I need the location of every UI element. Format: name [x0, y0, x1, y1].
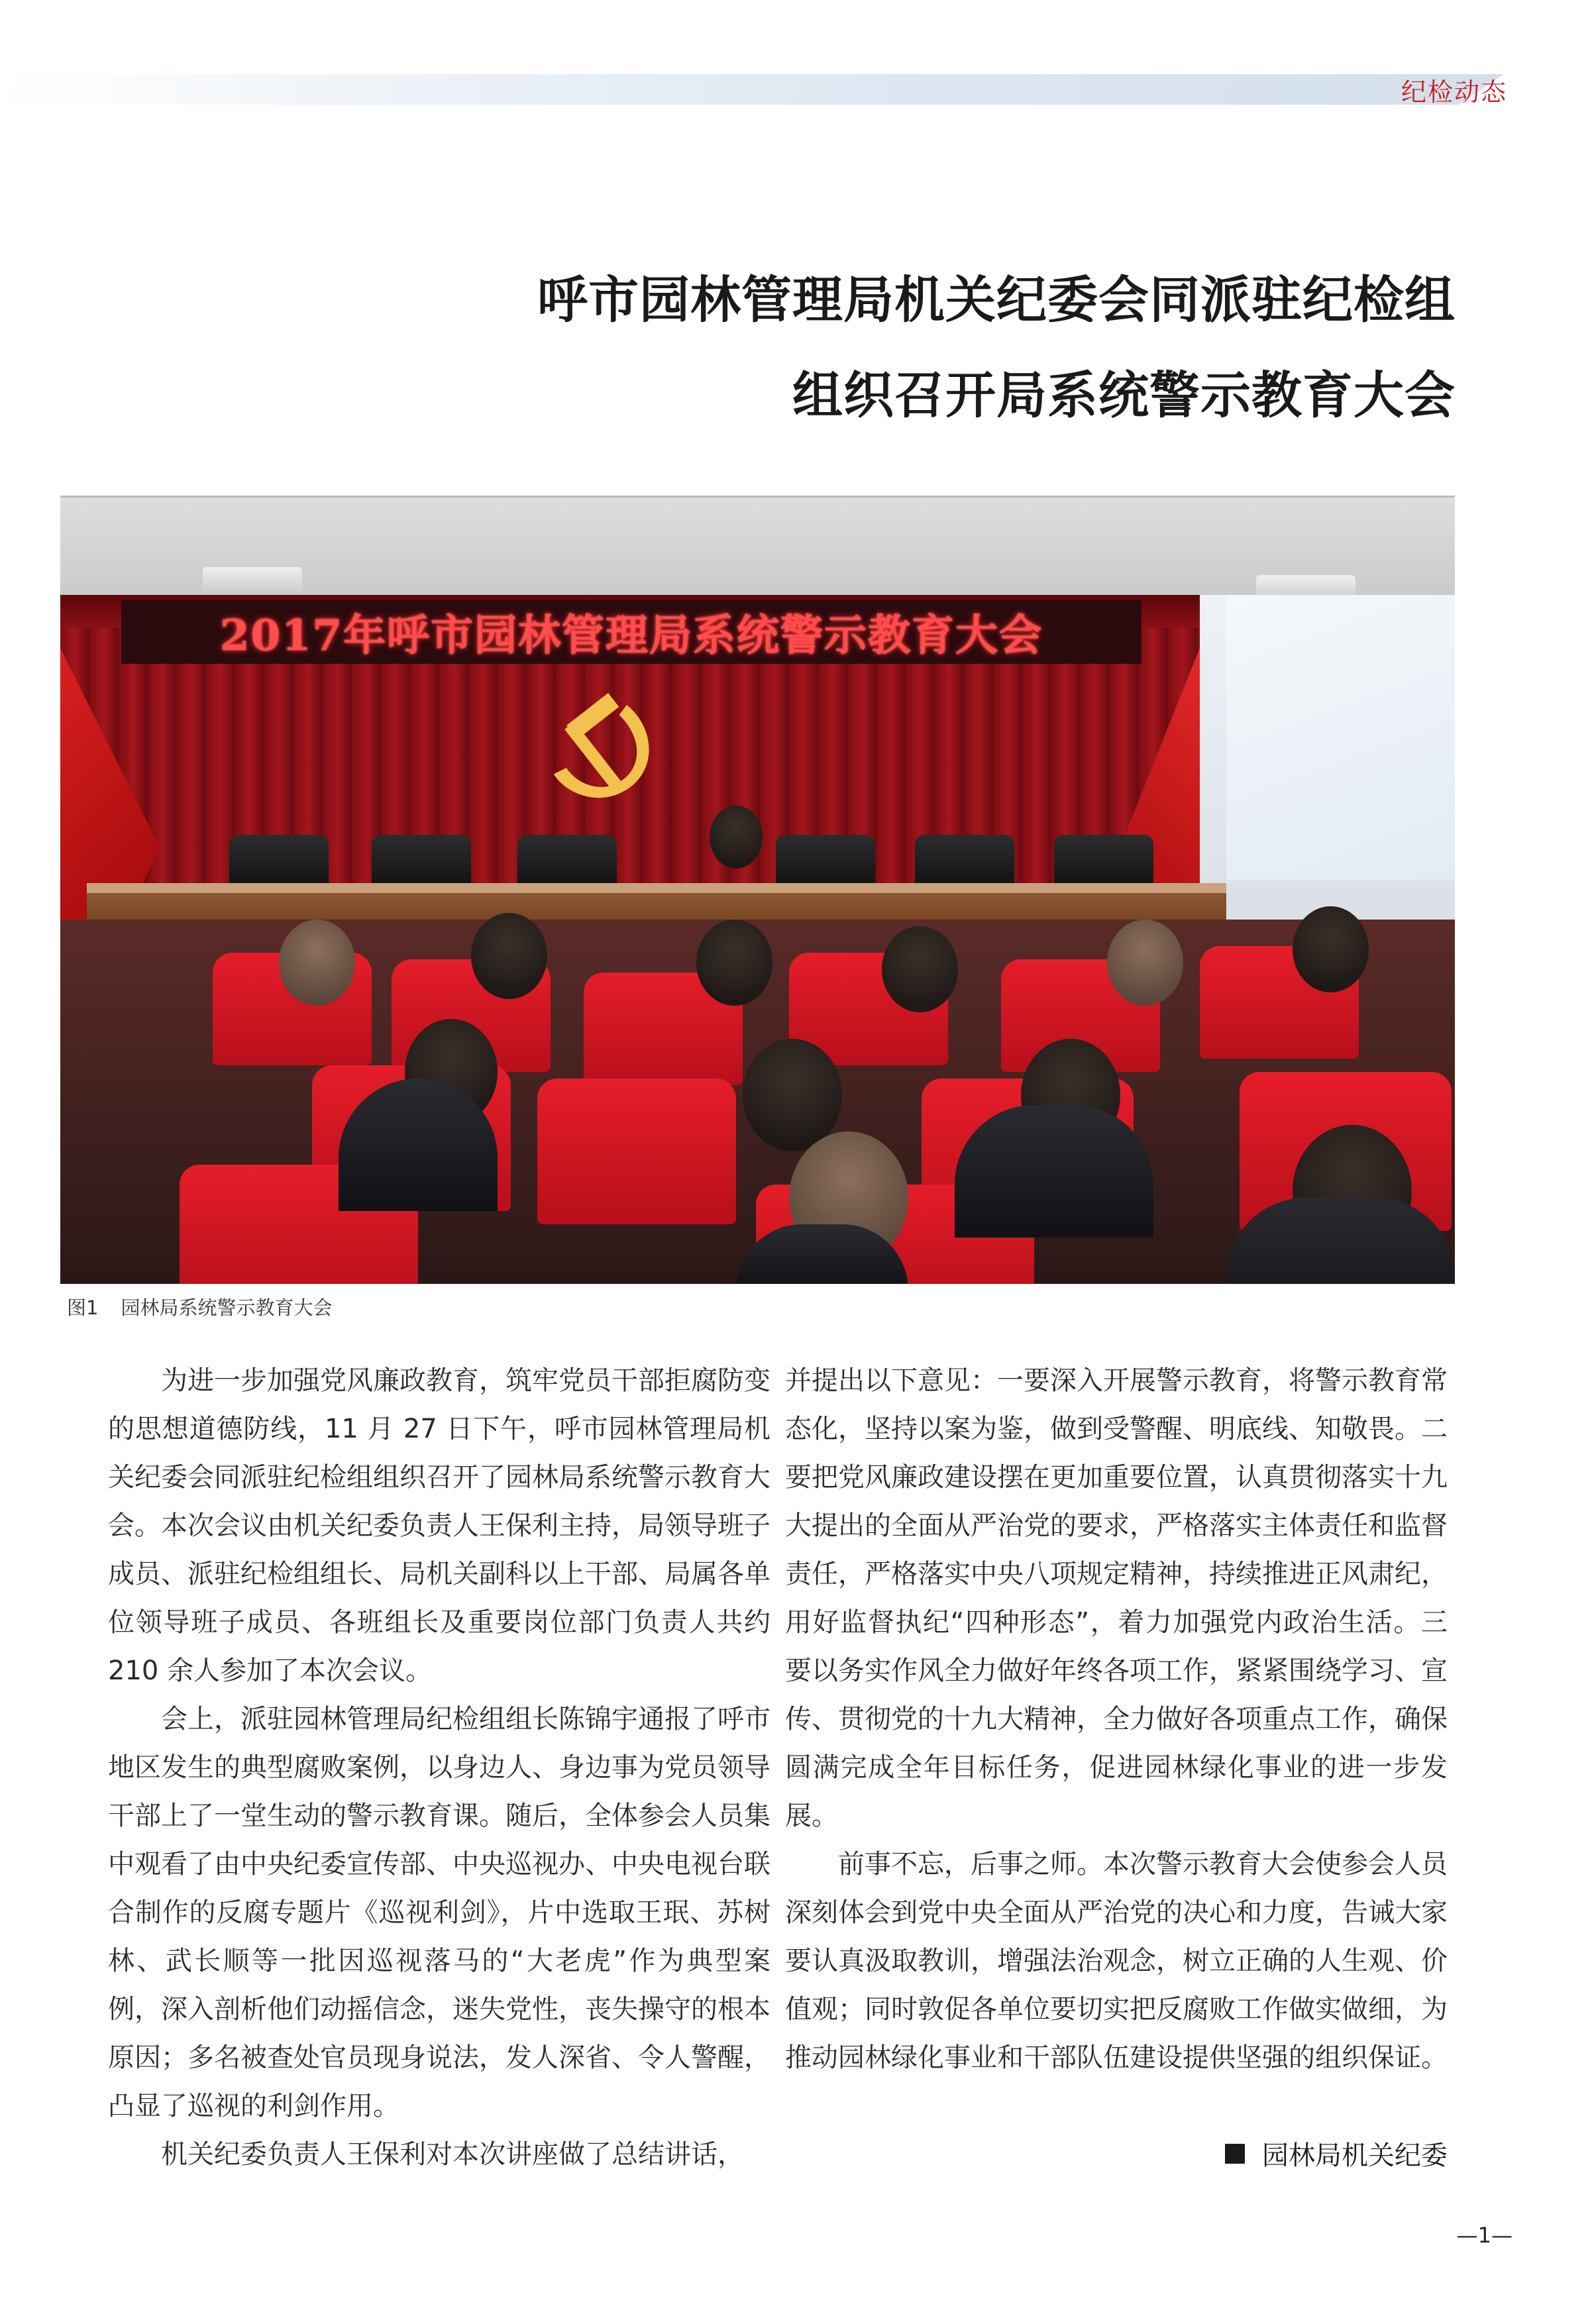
- projection-screen: [1226, 595, 1455, 880]
- stage-chair: [1054, 835, 1153, 888]
- paragraph: 并提出以下意见：一要深入开展警示教育，将警示教育常态化，坚持以案为鉴，做到受警醒、明底线、知敬畏。二要把党风廉政建设摆在更加重要位置，认真贯彻落实十九大提出的全面从严治党的要求，严格落实主体责任和监督责任，严格落实中央八项规定精神，持续推进正风肃纪，用好监督执纪“四种形态”，着力加强党内政治生活。三要以务实作风全力做好年终各项工作，紧紧围绕学习、宣传、贯彻党的十九大精神，全力做好各项重点工作，确保圆满完成全年目标任务，促进园林绿化事业的进一步发展。: [785, 1365, 1448, 1831]
- speaker: [710, 806, 763, 869]
- hammer-sickle-emblem-icon: [539, 680, 664, 806]
- article-title-line-1: 呼市园林管理局机关纪委会同派驻纪检组: [537, 270, 1456, 329]
- meeting-photo: [60, 496, 1455, 1284]
- led-banner: 2017年呼市园林管理局系统警示教育大会: [121, 600, 1141, 664]
- header-band: [0, 74, 1504, 105]
- author-name: 园林局机关纪委: [1262, 2140, 1448, 2171]
- article-title-line-2: 组织召开局系统警示教育大会: [792, 366, 1456, 425]
- stage-chair: [915, 835, 1014, 888]
- paragraph: 机关纪委负责人王保利对本次讲座做了总结讲话，: [161, 2139, 744, 2170]
- body-column-left: [108, 1357, 770, 2179]
- figure-number: 图1: [67, 1296, 99, 1319]
- body-column-right: [785, 1357, 1448, 2082]
- stage-chair: [229, 835, 329, 888]
- square-bullet-icon: [1225, 2144, 1245, 2164]
- stage-chair: [776, 835, 875, 888]
- paragraph: 会上，派驻园林管理局纪检组组长陈锦宇通报了呼市地区发生的典型腐败案例，以身边人、身边事为党员领导干部上了一堂生动的警示教育课。随后，全体参会人员集中观看了由中央纪委宣传部、中央巡视办、中央电视台联合制作的反腐专题片《巡视利剑》，片中选取王珉、苏树林、武长顺等一批因巡视落马的“大老虎”作为典型案例，深入剖析他们动摇信念，迷失党性，丧失操守的根本原因；多名被查处官员现身说法，发人深省、令人警醒，凸显了巡视的利剑作用。: [108, 1704, 770, 2121]
- paragraph: 前事不忘，后事之师。本次警示教育大会使参会人员深刻体会到党中央全面从严治党的决心和力度，告诫大家要认真汲取教训，增强法治观念，树立正确的人生观、价值观；同时敦促各单位要切实把反腐败工作做实做细，为推动园林绿化事业和干部队伍建设提供坚强的组织保证。: [785, 1849, 1448, 2073]
- section-label: 纪检动态: [1401, 78, 1507, 107]
- paragraph: 为进一步加强党风廉政教育，筑牢党员干部拒腐防变的思想道德防线，11 月 27 日下午，呼市园林管理局机关纪委会同派驻纪检组组织召开了园林局系统警示教育大会。本次会议由机关纪委负责人王保利主持，局领导班子成员、派驻纪检组组长、局机关副科以上干部、局属各单位领导班子成员、各班组长及重要岗位部门负责人共约 210 余人参加了本次会议。: [108, 1365, 770, 1686]
- page-number: —1—: [1456, 2223, 1512, 2248]
- stage-chair: [517, 835, 617, 888]
- figure-caption: [67, 1293, 332, 1320]
- author-signature: [1225, 2135, 1448, 2172]
- stage-chair: [372, 835, 471, 888]
- figure-caption-text: 园林局系统警示教育大会: [121, 1296, 333, 1319]
